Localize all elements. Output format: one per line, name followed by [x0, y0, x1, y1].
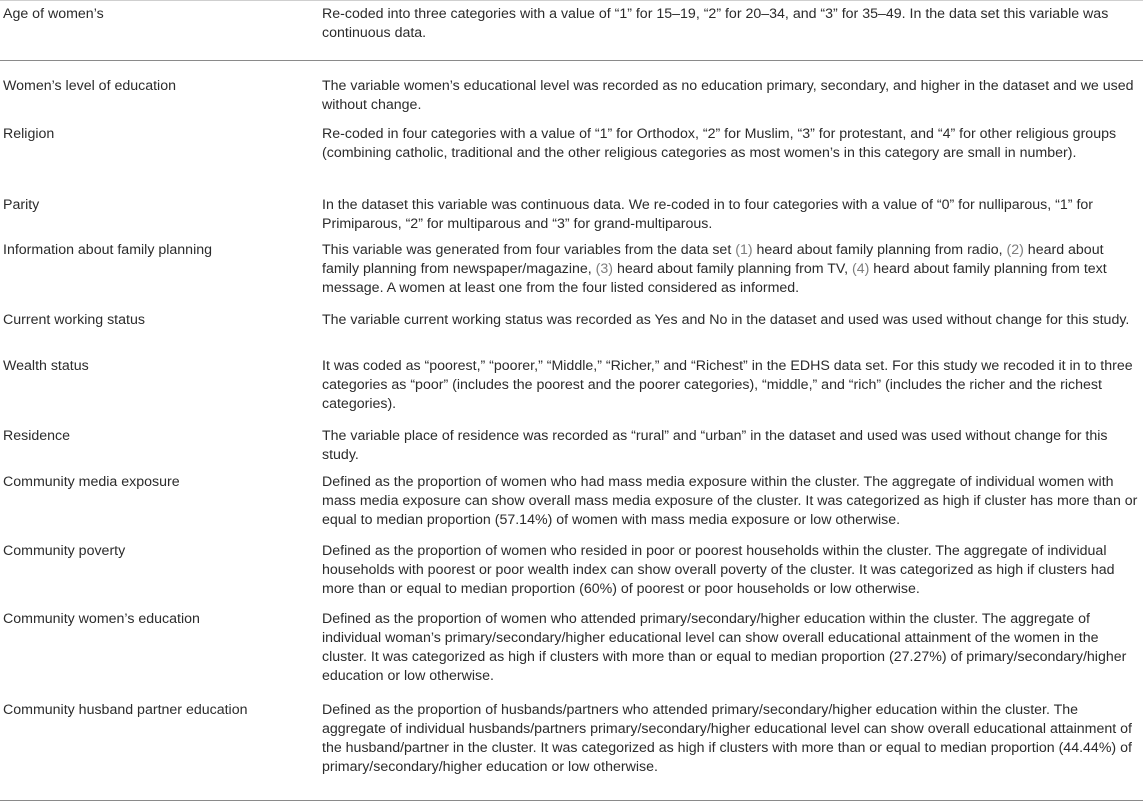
- definition-text: heard about family planning from text message. A women at least one from the four listed considered as informed.: [322, 261, 1107, 296]
- variable-name: Community women’s education: [3, 611, 200, 627]
- table-row: [0, 350, 1143, 420]
- variable-definition: The variable current working status was recorded as Yes and No in the dataset and used was used without change for this study.: [322, 312, 1130, 328]
- variable-definition: In the dataset this variable was continuous data. We re-coded in to four categories with a value of “0” for nulliparous, “1” for Primiparous, “2” for multiparous and “3” for grand-multiparous.: [322, 197, 1094, 232]
- variable-name: Residence: [3, 428, 71, 444]
- variable-name: Women’s level of education: [3, 78, 176, 94]
- reference-number: (3): [595, 261, 613, 277]
- table-row: [0, 181, 1143, 234]
- variable-definition: Re-coded into three categories with a value of “1” for 15–19, “2” for 20–34, and “3” for 35–49. In the data set this variable was continuous data.: [322, 6, 1109, 41]
- variable-definition: The variable women’s educational level was recorded as no education primary, secondary, and higher in the dataset and we used without change.: [322, 78, 1134, 113]
- variable-definition: Defined as the proportion of husbands/partners who attended primary/secondary/higher education within the cluster. The aggregate of individual husbands/partners primary/secondary/higher educational level can show overall educational attainment of the husband/partner in the cluster. It was categorized as high if clusters with more than or equal to median proportion (44.44%) of primary/secondary/higher education or low otherwise.: [322, 702, 1132, 775]
- definition-text: heard about family planning from radio,: [752, 242, 1007, 258]
- variable-name: Religion: [3, 126, 55, 142]
- definition-text: This variable was generated from four variables from the data set: [322, 242, 736, 258]
- variable-name: Parity: [3, 197, 40, 213]
- reference-number: (1): [735, 242, 753, 258]
- variable-definition: [322, 234, 1143, 304]
- variable-definition: It was coded as “poorest,” “poorer,” “Middle,” “Richer,” and “Richest” in the EDHS data set. For this study we recoded it in to three categories as “poor” (includes the poorest and the poorer categories), “middle,” and “rich” (includes the richer and the richest categories).: [322, 358, 1133, 412]
- variable-name: Wealth status: [3, 358, 89, 374]
- variable-name: Community media exposure: [3, 474, 180, 490]
- table-row: [0, 604, 1143, 694]
- table-row: [0, 420, 1143, 468]
- variable-name: Community husband partner education: [3, 702, 248, 718]
- bottom-rule: [0, 800, 1143, 801]
- variable-name: Current working status: [3, 312, 145, 328]
- variable-definition: Defined as the proportion of women who resided in poor or poorest households within the cluster. The aggregate of individual households with poorest or poor wealth index can show overall poverty of the cluster. It was categorized as high if clusters had more than or equal to median proportion (60%) of poorest or poor households or low otherwise.: [322, 543, 1115, 597]
- variable-name: Community poverty: [3, 543, 126, 559]
- variable-definition: Defined as the proportion of women who attended primary/secondary/higher education within the cluster. The aggregate of individual woman’s primary/secondary/higher educational level can show overall educational attainment of the women in the cluster. It was categorized as high if clusters with more than or equal to median proportion (27.27%) of primary/secondary/higher education or low otherwise.: [322, 611, 1127, 684]
- definition-text: heard about family planning from TV,: [613, 261, 852, 277]
- reference-number: (4): [851, 261, 870, 277]
- table-row: [0, 304, 1143, 350]
- table-row: [0, 468, 1143, 535]
- variable-definition: The variable place of residence was recorded as “rural” and “urban” in the dataset and used was used without change for this study.: [322, 428, 1108, 463]
- definition-text: heard about family planning from newspaper/magazine,: [322, 242, 1104, 277]
- variable-definition: Defined as the proportion of women who had mass media exposure within the cluster. The aggregate of individual women with mass media exposure can show overall mass media exposure of the cluster. It was categorized as high if cluster has more than or equal to median proportion (57.14%) of women with mass media exposure or low otherwise.: [322, 474, 1138, 528]
- table-row: [0, 61, 1143, 122]
- variable-definition: Re-coded in four categories with a value of “1” for Orthodox, “2” for Muslim, “3” for protestant, and “4” for other religious groups (combining catholic, traditional and the other religious categories as most women’s in this category are small in number).: [322, 126, 1117, 161]
- table-row: [0, 694, 1143, 803]
- table-row: [0, 122, 1143, 181]
- table-row: [0, 0, 1143, 61]
- table-row: [0, 234, 1143, 304]
- variable-name: Information about family planning: [3, 242, 212, 258]
- table-row: [0, 535, 1143, 604]
- variable-name: Age of women’s: [3, 6, 104, 22]
- reference-number: (2): [1006, 242, 1024, 258]
